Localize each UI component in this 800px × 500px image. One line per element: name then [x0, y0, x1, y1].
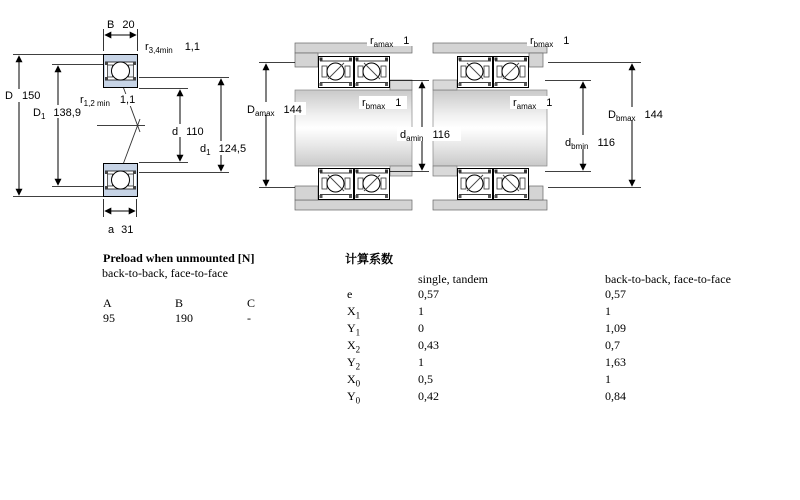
bearing-section-top	[104, 55, 138, 88]
factor-symbol: $Y_0$	[347, 389, 361, 406]
bearing-half	[355, 169, 390, 200]
factor-single-value: 0,57	[418, 287, 439, 301]
preload-value-A: 95	[103, 311, 115, 325]
bearing-half	[458, 57, 493, 88]
housing-shoulder	[529, 53, 543, 67]
preload-col-B: B	[175, 296, 184, 310]
factor-single-value: 0	[418, 321, 424, 335]
dim-label-B: B 20	[107, 19, 135, 31]
factors-table-title: 计算系数	[345, 252, 394, 266]
housing-band-bottom	[433, 200, 547, 210]
bearing-half	[319, 57, 354, 88]
housing-band-bottom	[295, 200, 412, 210]
factor-btb-value: 1,63	[605, 355, 626, 369]
factor-symbol: $Y_1$	[347, 321, 361, 338]
dim-label-Dbmax: $D_{bmax}$ 144	[608, 109, 663, 123]
housing-shoulder	[295, 53, 318, 67]
factor-symbol: $X_2$	[347, 338, 361, 355]
dim-label-ramax-fig2: $r_{amax}$ 1	[370, 35, 410, 49]
preload-table-subtitle: back-to-back, face-to-face	[102, 266, 228, 280]
factor-single-value: 0,43	[418, 338, 439, 352]
preload-table-title: Preload when unmounted [N]	[103, 251, 255, 265]
factor-symbol: $X_0$	[347, 372, 361, 389]
dim-label-dbmin: $d_{bmin}$ 116	[565, 137, 616, 151]
calculation-factors-table	[345, 250, 785, 410]
dim-label-D1: $D_1$ 138,9	[33, 107, 81, 121]
factor-single-value: 0,5	[418, 372, 433, 386]
bearing-half	[355, 57, 390, 88]
factor-symbol: $Y_2$	[347, 355, 361, 372]
shaft-shoulder	[390, 80, 412, 90]
factor-btb-value: 0,7	[605, 338, 620, 352]
preload-value-B: 190	[175, 311, 193, 325]
bearing-half	[319, 169, 354, 200]
shaft-shoulder	[390, 166, 412, 176]
dim-label-Damax: $D_{amax}$ 144	[247, 104, 302, 118]
bearing-half	[494, 57, 529, 88]
preload-col-A: A	[103, 296, 112, 310]
dim-label-damin: $d_{amin}$ 116	[400, 129, 451, 143]
factor-single-value: 0,42	[418, 389, 439, 403]
mounted-pair-figure-b	[433, 43, 641, 210]
factors-col2-header: back-to-back, face-to-face	[605, 272, 731, 286]
factor-btb-value: 1,09	[605, 321, 626, 335]
dim-label-ramax-fig3: $r_{amax}$ 1	[513, 97, 553, 111]
factor-symbol: $X_1$	[347, 304, 361, 321]
mounted-pair-figure-a	[259, 43, 429, 210]
bearing-half	[458, 169, 493, 200]
bearing-cross-section-figure	[13, 29, 229, 217]
bearing-section-bottom	[104, 164, 138, 197]
housing-shoulder	[295, 186, 318, 200]
dim-label-r12min: $r_{1,2 min}$ 1,1	[80, 94, 136, 108]
preload-value-C: -	[247, 311, 251, 325]
dim-label-d: d 110	[172, 126, 204, 138]
dim-label-rbmax-fig3: $r_{bmax}$ 1	[530, 35, 570, 49]
dim-label-d1: $d_1$ 124,5	[200, 143, 247, 157]
dim-label-D: D 150	[5, 90, 41, 102]
factor-btb-value: 0,57	[605, 287, 626, 301]
factor-single-value: 1	[418, 304, 424, 318]
factor-single-value: 1	[418, 355, 424, 369]
preload-col-C: C	[247, 296, 256, 310]
dim-label-rbmax-fig2: $r_{bmax}$ 1	[362, 97, 402, 111]
shaft-shoulder	[433, 80, 457, 90]
factors-col1-header: single, tandem	[418, 272, 488, 286]
bearing-half	[494, 169, 529, 200]
preload-table	[103, 251, 333, 331]
factor-btb-value: 1	[605, 304, 611, 318]
factor-symbol: e	[347, 287, 353, 301]
shaft-shoulder	[433, 166, 457, 176]
technical-drawings	[0, 0, 800, 245]
factor-btb-value: 1	[605, 372, 611, 386]
dim-label-r34min: $r_{3,4min}$ 1,1	[145, 41, 200, 55]
factor-btb-value: 0,84	[605, 389, 626, 403]
housing-shoulder	[529, 186, 543, 200]
dim-label-a: a 31	[108, 224, 134, 236]
